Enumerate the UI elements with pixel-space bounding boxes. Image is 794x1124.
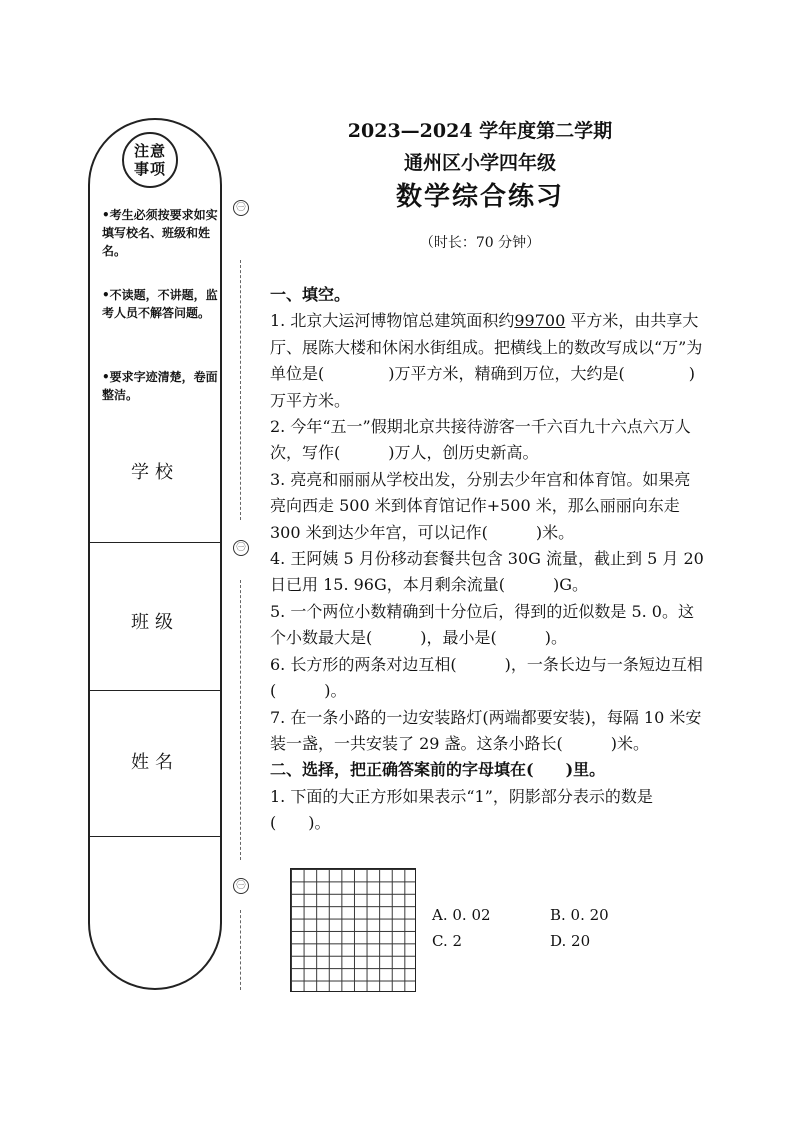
option-c[interactable]: C. 2 xyxy=(432,932,463,950)
exam-school-title: 通州区小学四年级 xyxy=(403,152,556,174)
name-field-label: 姓名 xyxy=(131,752,179,773)
binding-mark-icon: ㊀ xyxy=(233,540,249,556)
class-field-label: 班级 xyxy=(131,612,179,633)
question-1-text-a: 1. 北京大运河博物馆总建筑面积约 xyxy=(270,311,515,331)
notice-item: •要求字迹清楚，卷面整洁。 xyxy=(102,370,218,402)
question-1-underlined-number: 99700 xyxy=(514,311,566,331)
binding-mark-icon: ㊀ xyxy=(233,878,249,894)
hundred-square-grid xyxy=(290,868,416,992)
notice-seal xyxy=(122,132,178,188)
question-5[interactable]: 5. 一个两位小数精确到十分位后，得到的近似数是 5. 0。这个小数最大是( )，最小是( )。 xyxy=(270,601,694,648)
notice-item: •考生必须按要求如实填写校名、班级和姓名。 xyxy=(102,208,218,258)
notice-item: •不读题，不讲题，监考人员不解答问题。 xyxy=(102,288,218,320)
school-field-label: 学校 xyxy=(131,462,179,483)
seal-text-line1: 注意 xyxy=(133,142,166,160)
question-6[interactable]: 6. 长方形的两条对边互相( )，一条长边与一条短边互相( )。 xyxy=(270,654,703,701)
exam-duration: （时长：70 分钟） xyxy=(419,235,541,251)
question-4[interactable]: 4. 王阿姨 5 月份移动套餐共包含 30G 流量，截止到 5 月 20 日已用 15. 96G，本月剩余流量( )G。 xyxy=(270,549,704,595)
section-heading-fill-blank: 一、填空。 xyxy=(270,285,351,304)
binding-line xyxy=(240,580,241,860)
question-7[interactable]: 7. 在一条小路的一边安装路灯(两端都要安装)，每隔 10 米安装一盏，一共安装了 29 盏。这条小路长( )米。 xyxy=(270,707,702,753)
question-1[interactable] xyxy=(270,308,706,414)
exam-subject-title: 数学综合练习 xyxy=(395,182,564,212)
question-area xyxy=(270,282,706,837)
question-2[interactable]: 2. 今年“五一”假期北京共接待游客一千六百九十六点六万人次，写作( )万人，创历史新高。 xyxy=(270,417,691,463)
school-field-line[interactable] xyxy=(90,542,220,543)
seal-text-line2: 事项 xyxy=(133,160,166,178)
question-3[interactable]: 3. 亮亮和丽丽从学校出发，分别去少年宫和体育馆。如果亮亮向西走 500 米到体育馆记作+500 米，那么丽丽向东走 300 米到达少年宫，可以记作( )米。 xyxy=(270,469,691,542)
binding-line xyxy=(240,910,241,990)
name-field-line[interactable] xyxy=(90,836,220,837)
exam-term-title: 2023—2024 学年度第二学期 xyxy=(347,120,613,142)
section-heading-choice: 二、选择，把正确答案前的字母填在( )里。 xyxy=(270,760,606,780)
option-a[interactable]: A. 0. 02 xyxy=(432,906,491,924)
class-field-line[interactable] xyxy=(90,690,220,691)
option-b[interactable]: B. 0. 20 xyxy=(550,906,609,924)
question-1-text-b: 平方米，由共享大厅、展陈大楼和休闲水街组成。把横线上的数改写成以“万”为单位是( )万平方米，精确到万位，大约是( )万平方米。 xyxy=(270,311,703,410)
binding-line xyxy=(240,260,241,520)
choice-question-1[interactable]: 1. 下面的大正方形如果表示“1”，阴影部分表示的数是( )。 xyxy=(270,786,653,833)
binding-mark-icon: ㊀ xyxy=(233,200,249,216)
student-info-sidebar xyxy=(88,118,222,990)
option-d[interactable]: D. 20 xyxy=(550,932,591,950)
